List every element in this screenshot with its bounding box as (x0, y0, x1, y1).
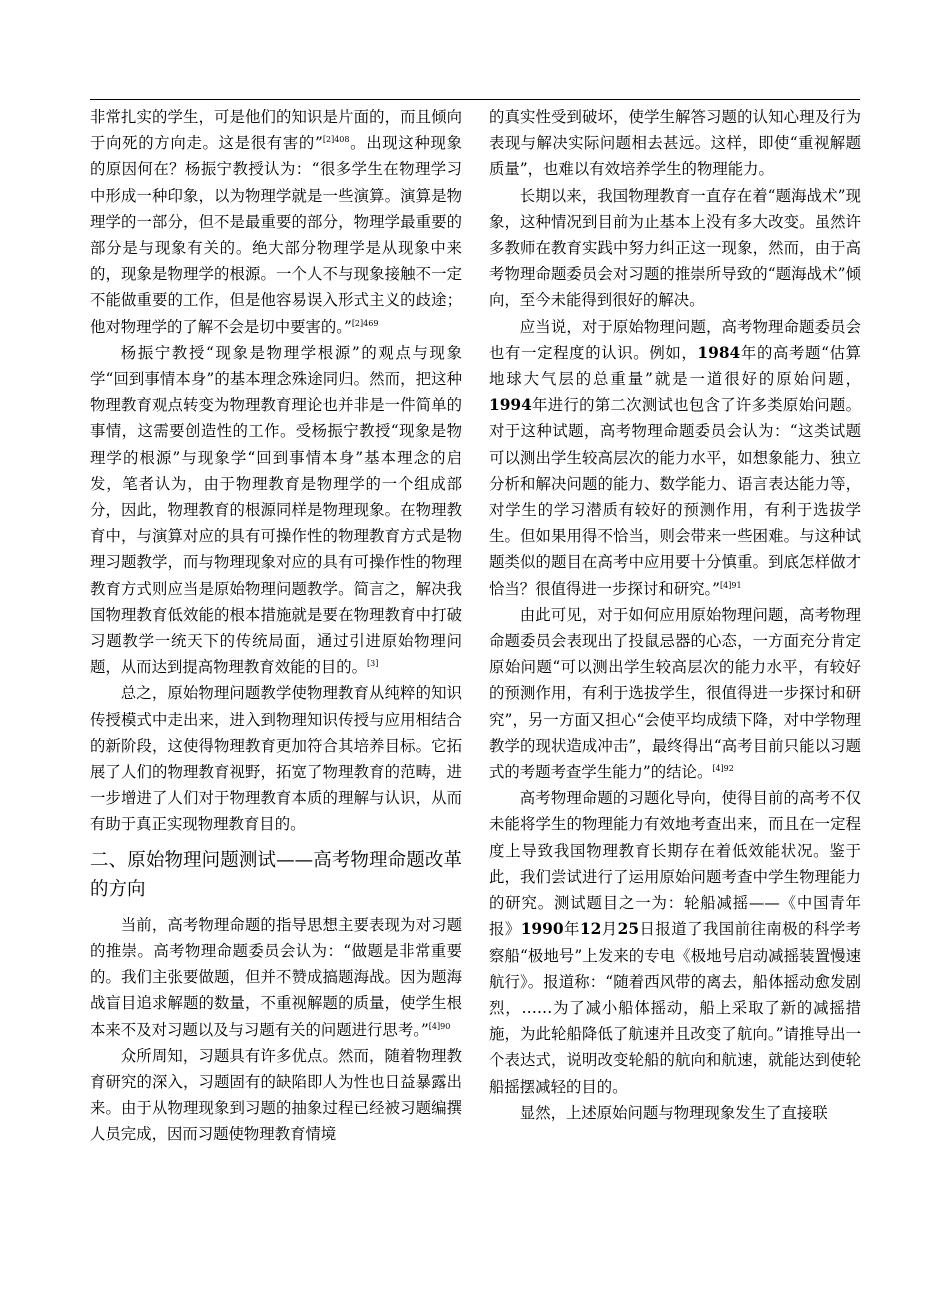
paragraph: 长期以来，我国物理教育一直存在着“题海战术”现象，这种情况到目前为止基本上没有多大改变。虽然许多教师在教育实践中努力纠正这一现象，然而，由于高考物理命题委员会对习题的推崇所导致的“题海战术”倾向，至今未能得到很好的解决。 (489, 186, 861, 310)
citation: [4]90 (428, 1021, 451, 1031)
paragraph: 当前，高考物理命题的指导思想主要表现为对习题的推崇。高考物理命题委员会认为：“做题是非常重要的。我们主张要做题，但并不赞成搞题海战。因为题海战盲目追求解题的数量，不重视解题的质量，使学生根本来不及对习题以及与习题有关的问题进行思考。”$^{[4]90}$ (90, 915, 462, 1039)
paragraph: 众所周知，习题具有许多优点。然而，随着物理教育研究的深入，习题固有的缺陷即人为性也日益暴露出来。由于从物理现象到习题的抽象过程已经被习题编撰人员完成，因而习题使物理教育情境 (90, 1046, 462, 1144)
paragraph: 应当说，对于原始物理问题，高考物理命题委员会也有一定程度的认识。例如，1984年的高考题“估算地球大气层的总重量”就是一道很好的原始问题，1994年进行的第二次测试也包含了许多类原始问题。对于这种试题，高考物理命题委员会认为：“这类试题可以测出学生较高层次的能力水平，如想象能力、独立分析和解决问题的能力、数学能力、语言表达能力等，对学生的学习潜质有较好的预测作用，有利于选拔学生。但如果用得不恰当，则会带来一些困难。与这种试题类似的题目在高考中应用要十分慎重。到底怎样做才恰当？很值得进一步探讨和研究。”$^{[4]91}$ (489, 317, 861, 598)
paragraph: 由此可见，对于如何应用原始物理问题，高考物理命题委员会表现出了投鼠忌器的心态，一方面充分肯定原始问题“可以测出学生较高层次的能力水平，有较好的预测作用，有利于选拔学生，很值得进一步探讨和研究”，另一方面又担心“会使平均成绩下降，对中学物理教学的现状造成冲击”，最终得出“高考目前只能以习题式的考题考查学生能力”的结论。$^{[4]92}$ (489, 605, 861, 782)
paragraph: 高考物理命题的习题化导向，使得目前的高考不仅未能将学生的物理能力有效地考查出来，而且在一定程度上导致我国物理教育长期存在着低效能状况。鉴于此，我们尝试进行了运用原始问题考查中学生物理能力的研究。测试题目之一为：轮船减摇——《中国青年报》1990年12月25日报道了我国前往南极的科学考察船“极地号”上发来的专电《极地号启动减摇装置慢速航行》。报道称：“随着西风带的离去，船体摇动愈发剧烈，……为了减小船体摇动，船上采取了新的减摇措施，为此轮船降低了航速并且改变了航向。”请推导出一个表达式，说明改变轮船的航向和航速，就能达到使轮船摇摆减轻的目的。 (489, 789, 861, 1096)
paragraph: 总之，原始物理问题教学使物理教育从纯粹的知识传授模式中走出来，进入到物理知识传授与应用相结合的新阶段，这使得物理教育更加符合其培养目标。它拓展了人们的物理教育视野，拓宽了物理教育的范畴，进一步增进了人们对于物理教育本质的理解与认识，从而有助于真正实现物理教育目的。 (90, 684, 462, 834)
left-column (90, 104, 462, 1148)
right-column (489, 104, 861, 1126)
paragraph: 非常扎实的学生，可是他们的知识是片面的，而且倾向于向死的方向走。这是很有害的”$^{[2]408}$。出现这种现象的原因何在？杨振宁教授认为：“很多学生在物理学习中形成一种印象，以为物理学就是一些演算。演算是物理学的一部分，但不是最重要的部分，物理学最重要的部分是与现象有关的。绝大部分物理学是从现象中来的，现象是物理学的根源。一个人不与现象接触不一定不能做重要的工作，但是他容易误入形式主义的歧途；他对物理学的了解不会是切中要害的。”$^{[2]469}$ (90, 108, 462, 336)
paragraph: 显然，上述原始问题与物理现象发生了直接联 (519, 1103, 828, 1122)
citation: [3] (367, 659, 379, 669)
section-heading: 二、原始物理问题测试——高考物理命题改革的方向 (90, 849, 462, 900)
citation: [4]91 (720, 580, 742, 590)
header-rule (90, 99, 860, 100)
paragraph: 杨振宁教授“现象是物理学根源”的观点与现象学“回到事情本身”的基本理念殊途同归。然而，把这种物理教育观点转变为物理教育理论也并非是一件简单的事情，这需要创造性的工作。受杨振宁教授“现象是物理学的根源”与现象学“回到事情本身”基本理念的启发，笔者认为，由于物理教育是物理学的一个组成部分，因此，物理教育的根源同样是物理现象。在物理教育中，与演算对应的具有可操作性的物理教育方式是物理习题教学，而与物理现象对应的具有可操作性的物理教育方式则应当是原始物理问题教学。简言之，解决我国物理教育低效能的根本措施就是要在物理教育中打破习题教学一统天下的传统局面，通过引进原始物理问题，从而达到提高物理教育效能的目的。[3] (90, 343, 462, 677)
citation: [2]408 (322, 135, 350, 145)
paragraph: 的真实性受到破坏，使学生解答习题的认知心理及行为表现与解决实际问题相去甚远。这样，即使“重视解题质量”，也难以有效培养学生的物理能力。 (489, 108, 861, 179)
citation: [2]469 (351, 318, 379, 328)
citation: [4]92 (712, 763, 734, 773)
